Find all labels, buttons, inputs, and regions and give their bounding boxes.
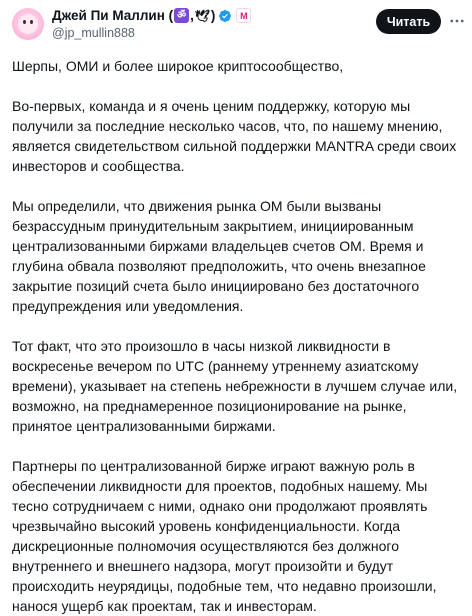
emoji-separator: ,: [190, 8, 194, 24]
tweet-paragraph: Мы определили, что движения рынка OM были вызваны безрассудным принудительным закрытием, инициированным централизованными биржами владельцев счетов OM. Время и глубина обвала позволяют предположить, что очень внезапное закрытие позиций счета было инициировано без достаточного предупреждения или уведомления.: [12, 198, 426, 314]
user-info[interactable]: [52, 8, 251, 40]
display-name-row[interactable]: [52, 8, 251, 24]
more-horizontal-icon[interactable]: [448, 12, 466, 30]
display-name[interactable]: Джей Пи Маллин (: [52, 8, 174, 24]
user-handle[interactable]: @jp_mullin888: [52, 25, 135, 40]
tweet-text: [12, 56, 460, 616]
avatar-eye: [23, 20, 26, 24]
display-name-close: ): [210, 8, 216, 24]
dove-emoji-icon: 🕊: [194, 8, 210, 23]
verified-badge-icon: [218, 9, 232, 23]
om-emoji-icon: ॐ: [174, 8, 189, 23]
avatar-eye: [30, 20, 33, 24]
mantra-affiliate-badge-icon[interactable]: M: [236, 8, 251, 23]
tweet-paragraph: Тот факт, что это произошло в часы низкой ликвидности в воскресенье вечером по UTC (раннему утреннему азиатскому времени), указывает на степень небрежности в лучшем случае или, возможно, на преднамеренное позиционирование на рынке, принятое централизованными биржами.: [12, 338, 458, 434]
tweet-paragraph: Во-первых, команда и я очень ценим поддержку, которую мы получили за последние несколько часов, что, по нашему мнению, является свидетельством сильной поддержки MANTRA среди своих инвесторов и сообщества.: [12, 98, 457, 174]
tweet-paragraph: Шерпы, ОМИ и более широкое криптосообщество,: [12, 58, 344, 74]
avatar[interactable]: [12, 8, 44, 40]
tweet-paragraph: Партнеры по централизованной бирже играют важную роль в обеспечении ликвидности для проектов, подобных нашему. Мы тесно сотрудничаем с ними, однако они продолжают проявлять чрезвычайно высокий уровень конфиденциальности. Когда дискреционные полномочия осуществляются без должного внутреннего и внешнего надзора, могут произойти и будут происходить неурядицы, подобные тем, что недавно произошли, нанося ущерб как проектам, так и инвесторам.: [12, 458, 437, 614]
follow-button[interactable]: Читать: [376, 9, 441, 34]
avatar-face: [18, 14, 38, 34]
